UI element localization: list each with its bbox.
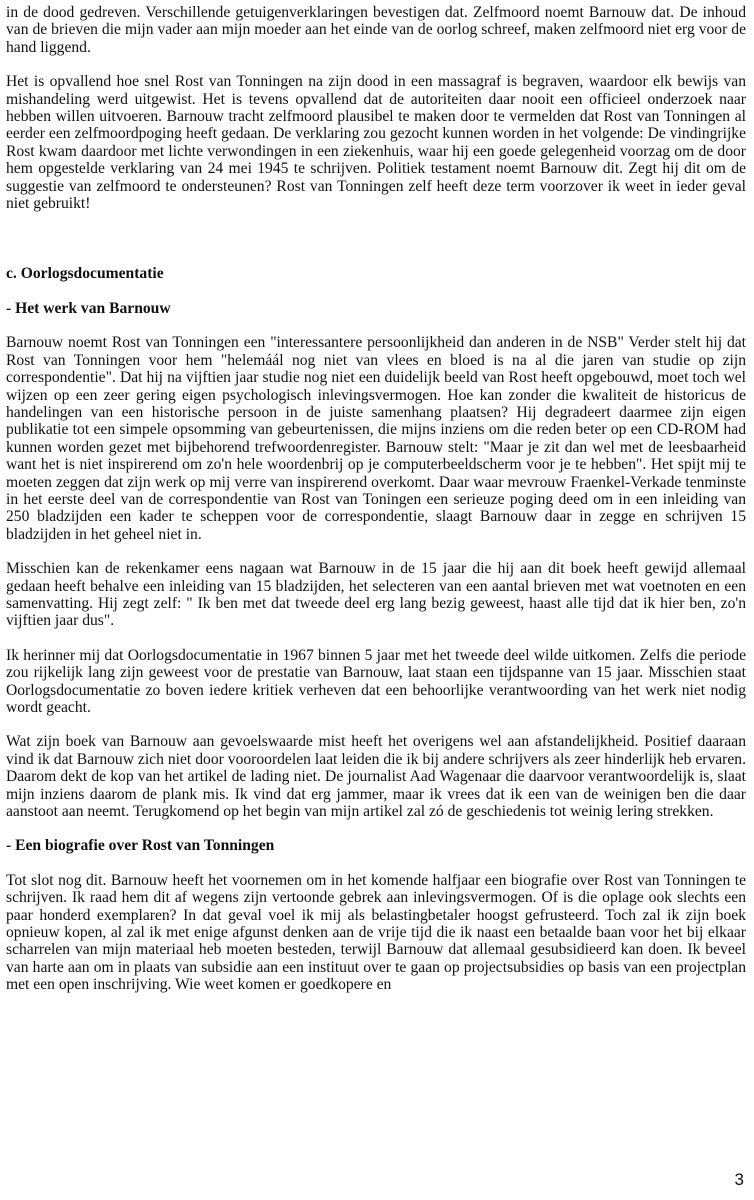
page-number: 3 bbox=[734, 1170, 744, 1189]
sub-heading-werk: - Het werk van Barnouw bbox=[6, 299, 171, 317]
sub-heading-biografie: - Een biografie over Rost van Tonningen bbox=[6, 837, 275, 855]
section-heading: c. Oorlogsdocumentatie bbox=[6, 265, 164, 283]
paragraph-biografie: Tot slot nog dit. Barnouw heeft het voornemen om in het komende halfjaar een biografie over Rost van Tonningen te schrijven. Ik raad hem dit af wegens zijn vertoonde gebrek aan inlevingsvermogen. Of is die oplage ook slechts een paar honderd exemplaren? In dat geval voel ik mij als belastingbetaler hoogst gefrusteerd. Toch zal ik zijn boek opnieuw kopen, al zal ik met enige afgunst denken aan de vrije tijd die ik naast een betaalde baan voor het bij elkaar scharrelen van mijn materiaal heb moeten besteden, terwijl Barnouw dat allemaal gesubsidieerd kan doen. Ik beveel van harte aan om in plaats van subsidie aan een instituut over te gaan op projectsubsidies op basis van een projectplan met een open inschrijving. Wie weet komen er goedkopere en bbox=[6, 871, 746, 994]
paragraph-werk-1: Barnouw noemt Rost van Tonningen een "interessantere persoonlijkheid dan anderen in de NSB" Verder stelt hij dat Rost van Tonningen voor hem "helemáál nog niet van vlees en bloed is na al die jaren van studie op zijn correspondentie". Dat hij na vijftien jaar studie nog niet een duidelijk beeld van Rost heeft opgebouwd, moet toch wel wijzen op een zeer gering eigen psychologisch inlevingsvermogen. Hoe kan zonder die kwaliteit de historicus de handelingen van een historische persoon in de juiste samenhang plaatsen? Hij degradeert daarmee zijn eigen publikatie tot een simpele opsomming van gebeurtenissen, die mijns inziens om die reden beter op een CD-ROM had kunnen worden gezet met bijbehorend trefwoordenregister. Barnouw stelt: "Maar je zit dan wel met de leesbaarheid want het is niet inspirerend om zo'n hele woordenbrij op je computerbeeldscherm voor je te hebben". Het spijt mij te moeten zeggen dat zijn werk op mij verre van inspirerend overkomt. Daar waar mevrouw Fraenkel-Verkade tenminste in het eerste deel van de correspondentie van Rost van Toningen een serieuze poging deed om in een inleiding van 250 bladzijden een kader te scheppen voor de correspondentie, slaagt Barnouw daar in zegge en schrijven 15 bladzijden in het geheel niet in. bbox=[6, 334, 746, 543]
paragraph-werk-3: Ik herinner mij dat Oorlogsdocumentatie in 1967 binnen 5 jaar met het tweede deel wilde uitkomen. Zelfs die periode zou rijkelijk lang zijn geweest voor de prestatie van Barnouw, laat staan een tijdspanne van 15 jaar. Misschien staat Oorlogsdocumentatie zo boven iedere kritiek verheven dat een behoorlijke verantwoording van het werk niet nodig wordt geacht. bbox=[6, 646, 746, 716]
paragraph-werk-2: Misschien kan de rekenkamer eens nagaan wat Barnouw in de 15 jaar die hij aan dit boek heeft gewijd allemaal gedaan heeft behalve een inleiding van 15 bladzijden, het selecteren van een aantal brieven met wat voetnoten en een samenvatting. Hij zegt zelf: " Ik ben met dat tweede deel erg lang bezig geweest, haast alle tijd dat ik hier ben, zo'n vijftien jaar dus". bbox=[6, 560, 746, 630]
paragraph-werk-4: Wat zijn boek van Barnouw aan gevoelswaarde mist heeft het overigens wel aan afstandelijkheid. Positief daaraan vind ik dat Barnouw zich niet door vooroordelen laat leiden die ik bij andere schrijvers als zeer hinderlijk heb ervaren. Daarom dekt de kop van het artikel de lading niet. De journalist Aad Wagenaar die daarvoor verantwoordelijk is, slaat mijn inziens daarom de plank mis. Ik vind dat erg jammer, maar ik vrees dat ik een van de weinigen ben die daar aanstoot aan neemt. Terugkomend op het begin van mijn artikel zal zó de geschiedenis tot weinig lering strekken. bbox=[6, 733, 746, 821]
paragraph-intro: in de dood gedreven. Verschillende getuigenverklaringen bevestigen dat. Zelfmoord noemt Barnouw dat. De inhoud van de brieven die mijn vader aan mijn moeder aan het einde van de oorlog schreef, maken zelfmoord niet erg voor de hand liggend. bbox=[6, 4, 746, 56]
document-page bbox=[6, 4, 746, 1011]
spacer bbox=[6, 229, 746, 265]
paragraph-massagraf: Het is opvallend hoe snel Rost van Tonningen na zijn dood in een massagraf is begraven, waardoor elk bewijs van mishandeling werd uitgewist. Het is tevens opvallend dat de autoriteiten daar nooit een officieel onderzoek naar hebben willen uitvoeren. Barnouw tracht zelfmoord plausibel te maken door te vermelden dat Rost van Tonningen al eerder een zelfmoordpoging heeft gedaan. De verklaring zou gezocht kunnen worden in het volgende: De vindingrijke Rost kwam daardoor met lichte verwondingen in een ziekenhuis, waar hij een goede gelegenheid voorzag om de door hem opgestelde verklaring van 24 mei 1945 te schrijven. Politiek testament noemt Barnouw dit. Zegt hij dit om de suggestie van zelfmoord te ondersteunen? Rost van Tonningen zelf heeft deze term voorzover ik weet in ieder geval niet gebruikt! bbox=[6, 73, 746, 213]
